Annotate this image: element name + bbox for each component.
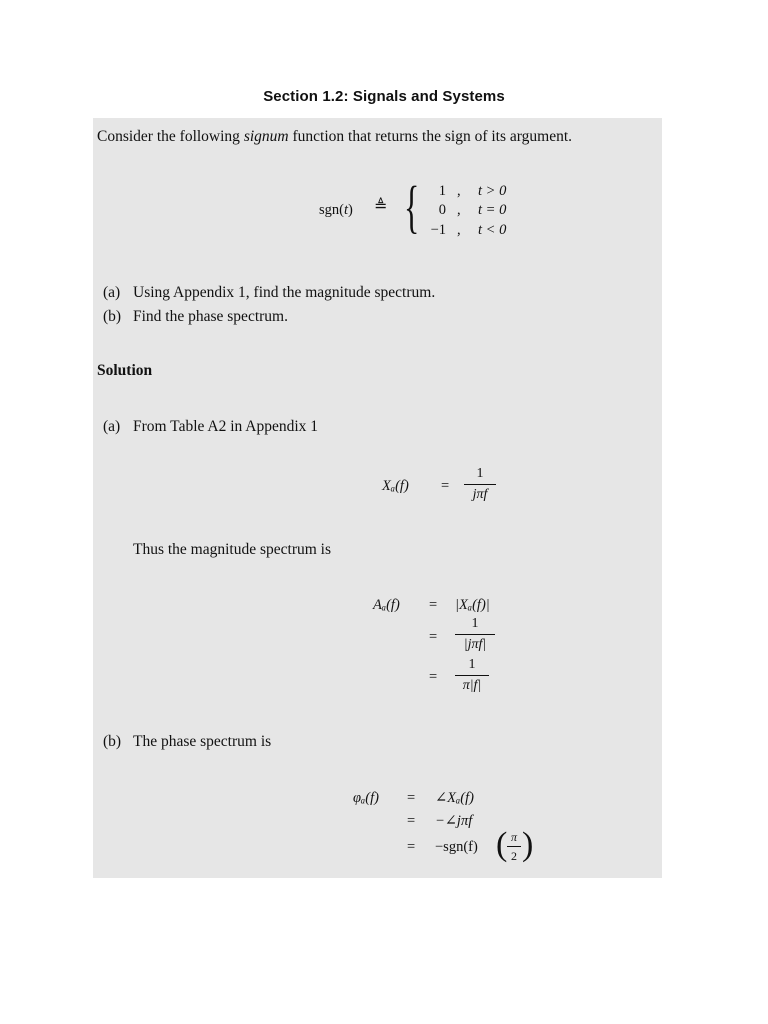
case-value: −1 [430,222,446,238]
definition-lhs: sgn(t) [319,202,353,218]
part-a-text: Using Appendix 1, find the magnitude spectrum. [133,284,436,301]
fraction-numerator: 1 [476,466,484,481]
fraction-numerator: π [510,830,517,844]
intro-text-after: function that returns the sign of its argument. [288,128,573,145]
left-brace-icon: { [404,174,420,239]
solution-b-label: (b) [103,733,122,750]
section-title: Section 1.2: Signals and Systems [263,88,505,105]
problem-intro [97,129,572,145]
magnitude-intro: Thus the magnitude spectrum is [133,541,332,558]
solution-a-text: From Table A2 in Appendix 1 [133,418,319,435]
phase-lhs: φₐ(f) [353,790,379,806]
phase-fraction [507,831,521,862]
fraction-numerator: 1 [468,657,476,672]
case-separator: , [457,183,461,199]
case-value: 1 [438,183,446,199]
case-condition: t < 0 [478,222,507,238]
mag-operator: = [429,669,438,685]
mag-operator: = [429,597,438,613]
phase-rhs: −sgn(f) [435,839,478,855]
problem-panel [93,118,662,878]
solution-heading: Solution [97,362,153,379]
left-paren-icon: ( [496,826,508,863]
fraction-denominator: π|f| [462,678,482,693]
case-value: 0 [438,202,446,218]
intro-text-before: Consider the following [97,128,244,145]
phase-operator: = [407,813,416,829]
part-b-text: Find the phase spectrum. [133,308,288,325]
part-b-label: (b) [103,308,122,325]
eq1-operator: = [441,478,450,494]
case-separator: , [457,202,461,218]
phase-rhs: −∠jπf [435,813,473,829]
case-condition: t = 0 [478,202,507,218]
mag-fraction [455,658,489,693]
fraction-numerator: 1 [471,616,479,631]
part-a-label: (a) [103,284,121,301]
mag-lhs: Aₐ(f) [373,597,400,613]
phase-operator: = [407,790,416,806]
eq1-fraction [464,467,496,502]
fraction-denominator: 2 [511,849,517,863]
fraction-denominator: jπf [472,487,488,502]
definition-defeq: ≜ [374,198,388,215]
solution-a-label: (a) [103,418,121,435]
case-separator: , [457,222,461,238]
case-condition: t > 0 [478,183,507,199]
fraction-denominator: |jπf| [463,637,487,652]
phase-rhs: ∠Xₐ(f) [435,790,474,806]
intro-emphasis: signum [243,128,289,145]
mag-operator: = [429,629,438,645]
mag-rhs: |Xₐ(f)| [455,597,490,613]
mag-fraction [455,617,495,652]
right-paren-icon: ) [522,826,534,863]
phase-operator: = [407,839,416,855]
eq1-lhs: Xₐ(f) [382,478,409,494]
solution-b-text: The phase spectrum is [133,733,272,750]
